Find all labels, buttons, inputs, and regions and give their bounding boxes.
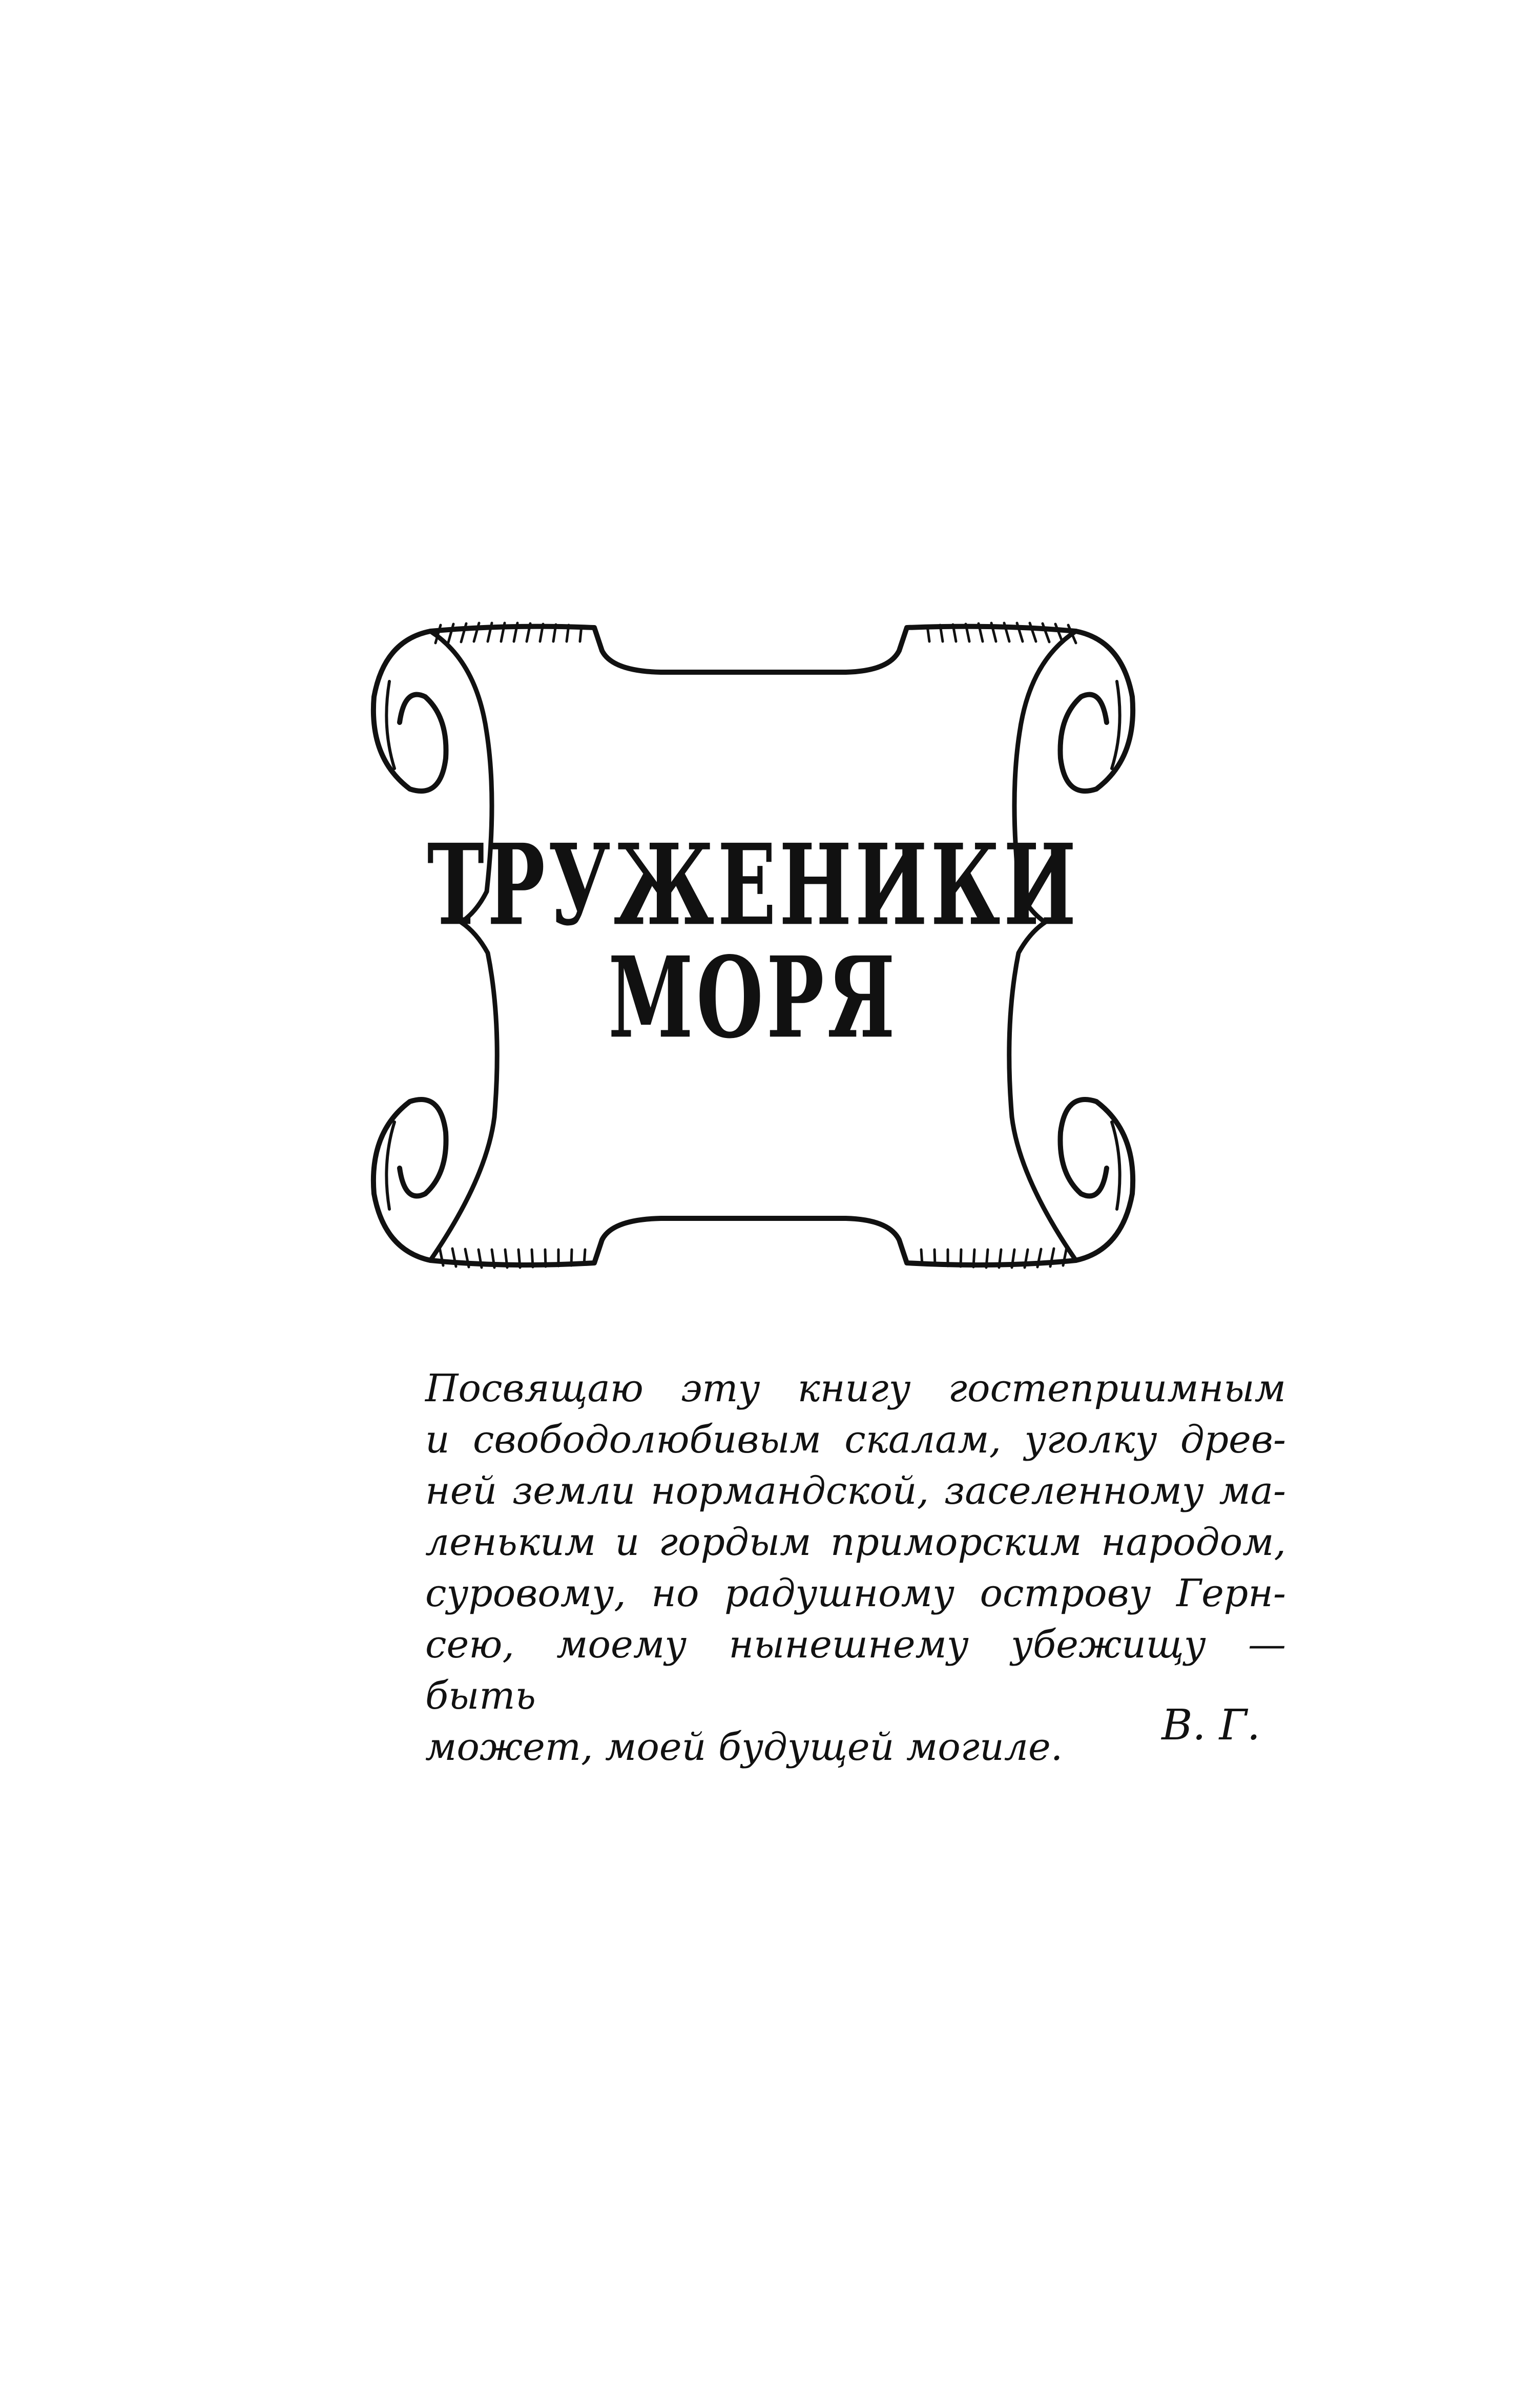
book-title-line-1: ТРУЖЕНИКИ — [427, 820, 1079, 951]
dedication-line: Посвящаю эту книгу гостеприимным — [425, 1366, 1286, 1410]
author-initials: В. Г. — [1161, 1701, 1260, 1750]
dedication-line: и свободолюбивым скалам, уголку древ- — [425, 1418, 1286, 1462]
dedication-line: ней земли нормандской, заселенному ма- — [425, 1469, 1286, 1513]
dedication-line: сею, моему нынешнему убежищу — быть — [425, 1623, 1286, 1718]
dedication-line: может, моей будущей могиле. — [425, 1725, 1063, 1769]
dedication-line: леньким и гордым приморским народом, — [425, 1520, 1286, 1564]
book-title-line-2: МОРЯ — [608, 932, 898, 1064]
dedication-line: суровому, но радушному острову Герн- — [425, 1571, 1286, 1615]
